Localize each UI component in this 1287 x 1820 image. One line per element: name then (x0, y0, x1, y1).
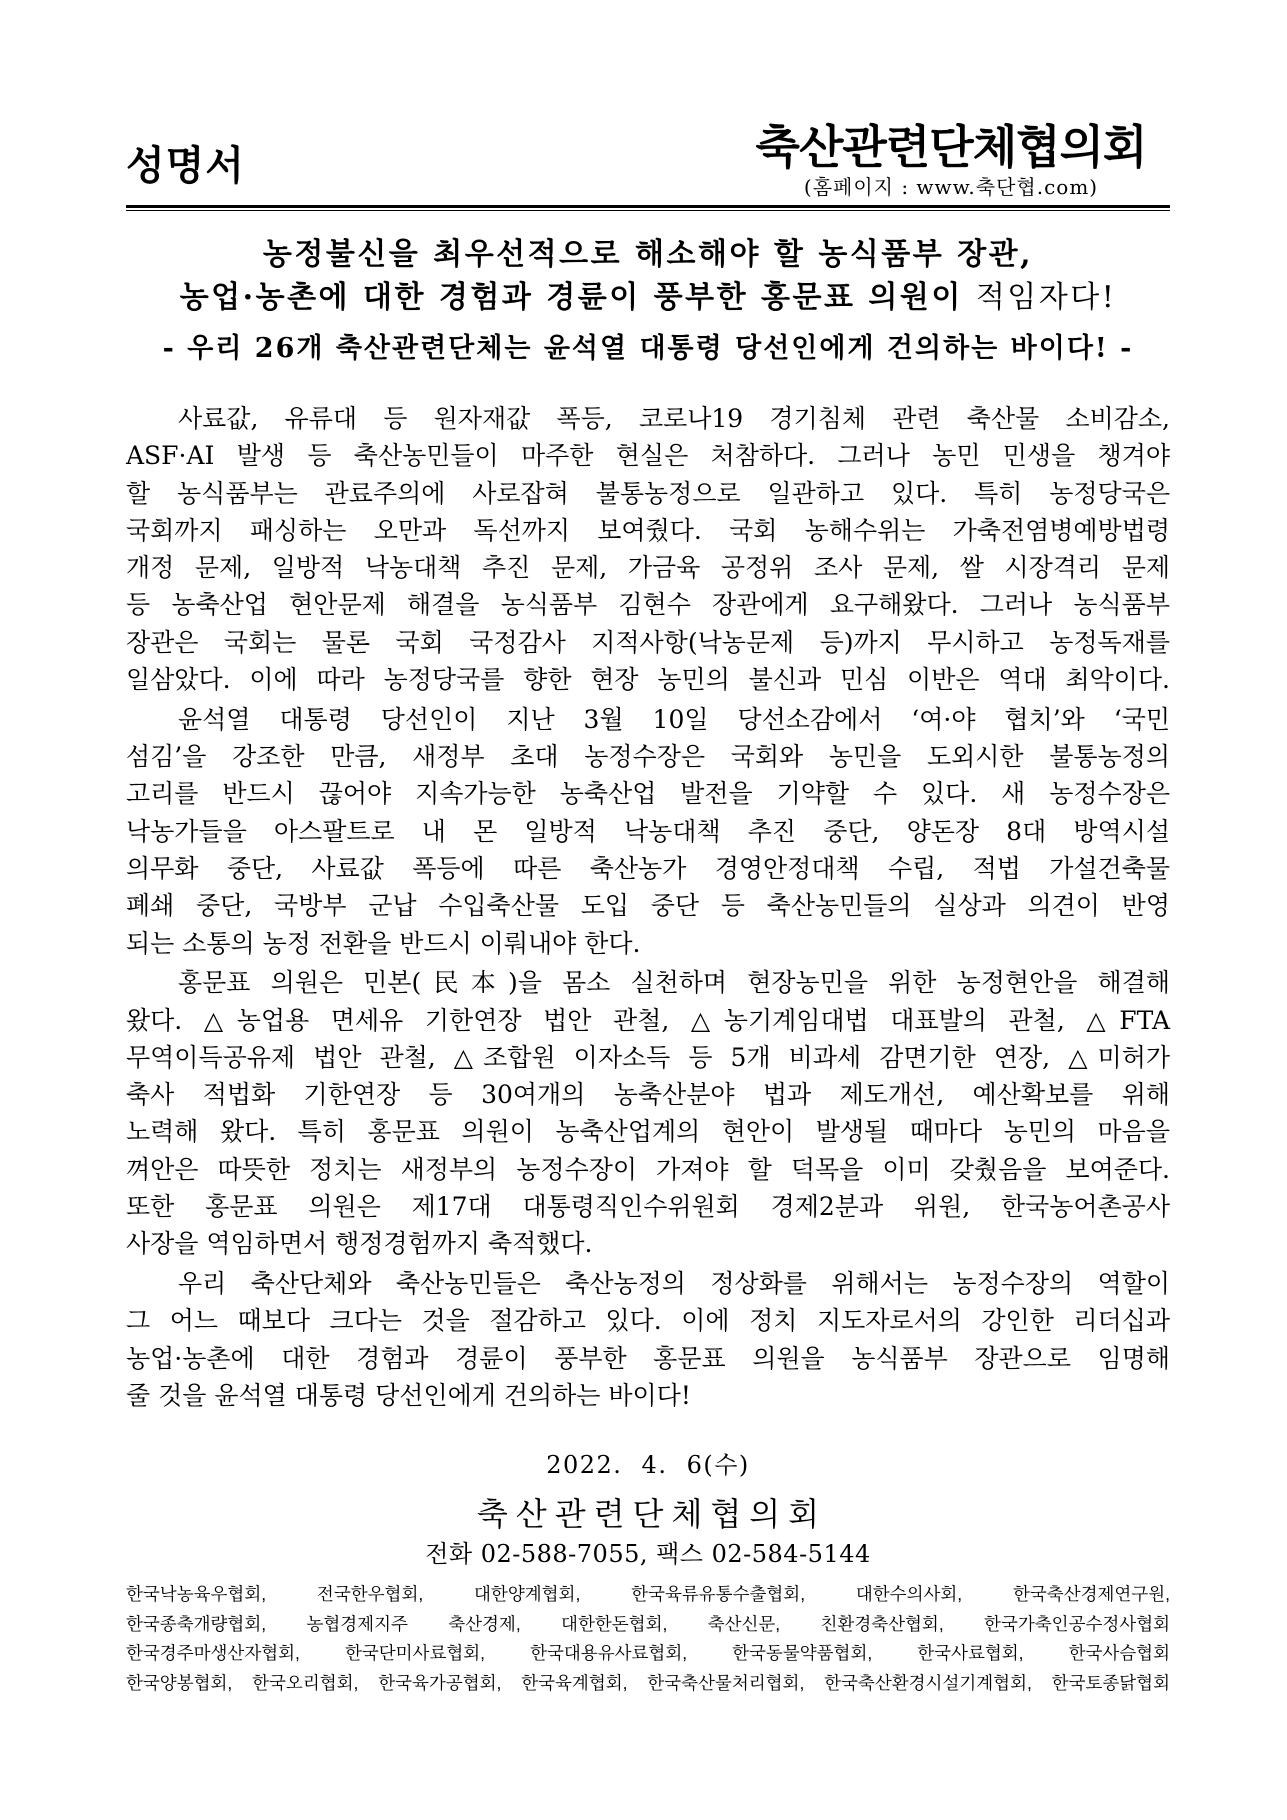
statement-date: 2022. 4. 6(수) (546, 1451, 750, 1479)
body-line: ASF·AI 발생 등 축산농민들이 마주한 현실은 처참하다. 그러나 농민 민생을 챙겨야 (126, 441, 1170, 471)
body-line: 노력해 왔다. 특히 홍문표 의원이 농축산업계의 현안이 발생될 때마다 농민의 마음을 (126, 1117, 1170, 1147)
body-line: 의무화 중단, 사료값 폭등에 따른 축산농가 경영안정대책 수립, 적법 가설건축물 (126, 853, 1170, 883)
body-line: 사료값, 유류대 등 원자재값 폭등, 코로나19 경기침체 관련 축산물 소비감소, (178, 404, 1170, 433)
header-divider (126, 205, 1170, 211)
body-line: 고리를 반드시 끊어야 지속가능한 농축산업 발전을 기약할 수 있다. 새 농정수장은 (126, 779, 1170, 809)
body-line: 등 농축산업 현안문제 해결을 농식품부 김현수 장관에게 요구해왔다. 그러나 농식품부 (126, 590, 1170, 620)
header-homepage: (홈페이지 : www.축단협.com) (803, 175, 1099, 199)
document-type-label: 성명서 (126, 143, 245, 189)
body-paragraph-4 (126, 1265, 1170, 1414)
body-line: 섬김’을 강조한 만큼, 새정부 초대 농정수장은 국회와 농민을 도외시한 불통농정의 (126, 742, 1170, 772)
body-line: 줄 것을 윤석열 대통령 당선인에게 건의하는 바이다! (126, 1380, 691, 1410)
body-line: 낙농가들을 아스팔트로 내 몬 일방적 낙농대책 추진 중단, 양돈장 8대 방역시설 (126, 816, 1170, 846)
body-paragraph-2 (126, 701, 1170, 962)
headline-line-1: 농정불신을 최우선적으로 해소해야 할 농식품부 장관, (262, 237, 1034, 272)
header-organization-block (732, 120, 1170, 200)
headline-line-2-regular: 적임자다! (975, 280, 1117, 315)
header-organization-name: 축산관련단체협의회 (755, 120, 1147, 174)
body-line: 장관은 국회는 물론 국회 국정감사 지적사항(낙농문제 등)까지 무시하고 농정독재를 (126, 627, 1170, 657)
body-line: 할 농식품부는 관료주의에 사로잡혀 불통농정으로 일관하고 있다. 특히 농정당국은 (126, 478, 1170, 508)
headline-line-2-bold: 농업·농촌에 대한 경험과 경륜이 풍부한 홍문표 의원이 (179, 280, 963, 315)
body-line: 껴안은 따뜻한 정치는 새정부의 농정수장이 가져야 할 덕목을 이미 갖췄음을 보여준다. (126, 1154, 1170, 1184)
body-line: 왔다. △농업용 면세유 기한연장 법안 관철, △농기계임대법 대표발의 관철, △FTA (126, 1005, 1170, 1035)
member-list-line: 한국양봉협회, 한국오리협회, 한국육가공협회, 한국육계협회, 한국축산물처리협회, 한국축산환경시설기계협회, 한국토종닭협회 (126, 1672, 1170, 1693)
body-line: 개정 문제, 일방적 낙농대책 추진 문제, 가금육 공정위 조사 문제, 쌀 시장격리 문제 (126, 553, 1170, 583)
body-line: 그 어느 때보다 크다는 것을 절감하고 있다. 이에 정치 지도자로서의 강인한 리더십과 (126, 1306, 1170, 1336)
statement-body (126, 400, 1170, 1414)
body-paragraph-1 (126, 400, 1170, 698)
body-line: 우리 축산단체와 축산농민들은 축산농정의 정상화를 위해서는 농정수장의 역할이 (178, 1269, 1170, 1298)
body-line: 홍문표 의원은 민본(民本)을 몸소 실천하며 현장농민을 위한 농정현안을 해결해 (178, 968, 1170, 998)
member-list-line: 한국경주마생산자협회, 한국단미사료협회, 한국대용유사료협회, 한국동물약품협회, 한국사료협회, 한국사슴협회 (126, 1643, 1170, 1663)
body-line: 또한 홍문표 의원은 제17대 대통령직인수위원회 경제2분과 위원, 한국농어촌공사 (126, 1192, 1170, 1222)
body-line: 국회까지 패싱하는 오만과 독선까지 보여줬다. 국회 농해수위는 가축전염병예방법령 (126, 515, 1170, 545)
body-line: 무역이득공유제 법안 관철, △조합원 이자소득 등 5개 비과세 감면기한 연장, △미허가 (126, 1042, 1170, 1072)
body-line: 폐쇄 중단, 국방부 군납 수입축산물 도입 중단 등 축산농민들의 실상과 의견이 반영 (126, 891, 1170, 921)
body-paragraph-3 (126, 964, 1170, 1262)
signing-organization: 축산관련단체협의회 (476, 1495, 828, 1533)
contact-info: 전화 02-588-7055, 팩스 02-584-5144 (425, 1540, 871, 1568)
body-line: 농업·농촌에 대한 경험과 경륜이 풍부한 홍문표 의원을 농식품부 장관으로 임명해 (126, 1343, 1170, 1373)
body-line: 윤석열 대통령 당선인이 지난 3월 10일 당선소감에서 ‘여·야 협치’와 ‘국민 (178, 704, 1170, 734)
member-list-line: 한국낙농육우협회, 전국한우협회, 대한양계협회, 한국육류유통수출협회, 대한수의사회, 한국축산경제연구원, (126, 1584, 1170, 1604)
member-list-line: 한국종축개량협회, 농협경제지주 축산경제, 대한한돈협회, 축산신문, 친환경축산협회, 한국가축인공수정사협회 (126, 1613, 1170, 1634)
headline-line-2 (126, 281, 1170, 315)
body-line: 사장을 역임하면서 행정경험까지 축적했다. (126, 1229, 593, 1259)
member-organizations (126, 1580, 1170, 1698)
headline-subtitle: - 우리 26개 축산관련단체는 윤석열 대통령 당선인에게 건의하는 바이다! - (162, 333, 1134, 364)
body-line: 되는 소통의 농정 전환을 반드시 이뤄내야 한다. (126, 928, 641, 958)
body-line: 축사 적법화 기한연장 등 30여개의 농축산분야 법과 제도개선, 예산확보를 위해 (126, 1080, 1170, 1110)
body-line: 일삼았다. 이에 따라 농정당국를 향한 현장 농민의 불신과 민심 이반은 역대 최악이다. (126, 665, 1170, 695)
